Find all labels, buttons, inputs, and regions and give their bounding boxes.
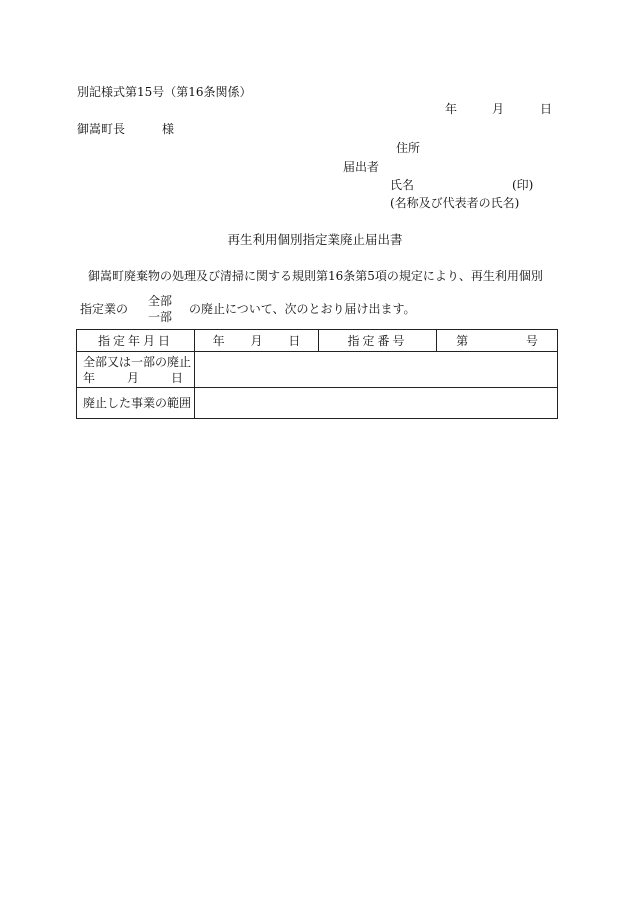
designation-number-label: 指定番号 <box>319 330 437 352</box>
designation-number-suffix: 号 <box>525 333 538 348</box>
body-text-line2-prefix: 指定業の <box>80 302 129 316</box>
designation-date-label: 指定年月日 <box>77 330 195 352</box>
table-row <box>77 330 558 352</box>
submission-date-day: 日 <box>540 102 553 116</box>
addressee-name: 御嵩町長 <box>77 122 126 136</box>
body-text-line1: 御嵩町廃棄物の処理及び清掃に関する規則第16条第5項の規定により、再生利用個別 <box>88 269 543 283</box>
addressee-honorific: 様 <box>162 122 175 136</box>
notification-table <box>76 329 558 419</box>
abolition-date-label-cell <box>77 352 195 388</box>
designation-date-day: 日 <box>288 333 301 348</box>
form-number: 別記様式第15号（第16条関係） <box>77 85 252 99</box>
designation-date-month: 月 <box>250 333 263 348</box>
submission-date-year: 年 <box>445 102 458 116</box>
designation-date-year: 年 <box>212 333 225 348</box>
table-row <box>77 352 558 388</box>
body-text-line2-suffix: の廃止について、次のとおり届け出ます。 <box>189 302 416 316</box>
designation-date-field[interactable] <box>195 330 319 352</box>
abolition-date-field[interactable] <box>195 352 558 388</box>
table-row <box>77 388 558 419</box>
name-label: 氏名 <box>390 178 415 192</box>
choice-all-option: 全部 <box>148 294 173 308</box>
abolition-date-year: 年 <box>83 370 96 385</box>
abolition-date-label: 全部又は一部の廃止 <box>83 354 192 369</box>
designation-number-field[interactable] <box>437 330 558 352</box>
abolition-date-day: 日 <box>170 370 183 385</box>
notifier-label: 届出者 <box>343 160 380 174</box>
addressee <box>77 122 175 136</box>
choice-part-option: 一部 <box>148 310 173 324</box>
abolished-scope-field[interactable] <box>195 388 558 419</box>
abolition-date-month: 月 <box>126 370 139 385</box>
abolished-scope-label: 廃止した事業の範囲 <box>77 388 195 419</box>
address-label: 住所 <box>396 141 421 155</box>
submission-date-month: 月 <box>492 102 505 116</box>
name-note: (名称及び代表者の氏名) <box>390 196 520 210</box>
document-title: 再生利用個別指定業廃止届出書 <box>227 232 403 247</box>
designation-number-prefix: 第 <box>456 333 469 348</box>
abolition-date-units <box>83 370 183 386</box>
seal-label: (印) <box>512 178 534 192</box>
